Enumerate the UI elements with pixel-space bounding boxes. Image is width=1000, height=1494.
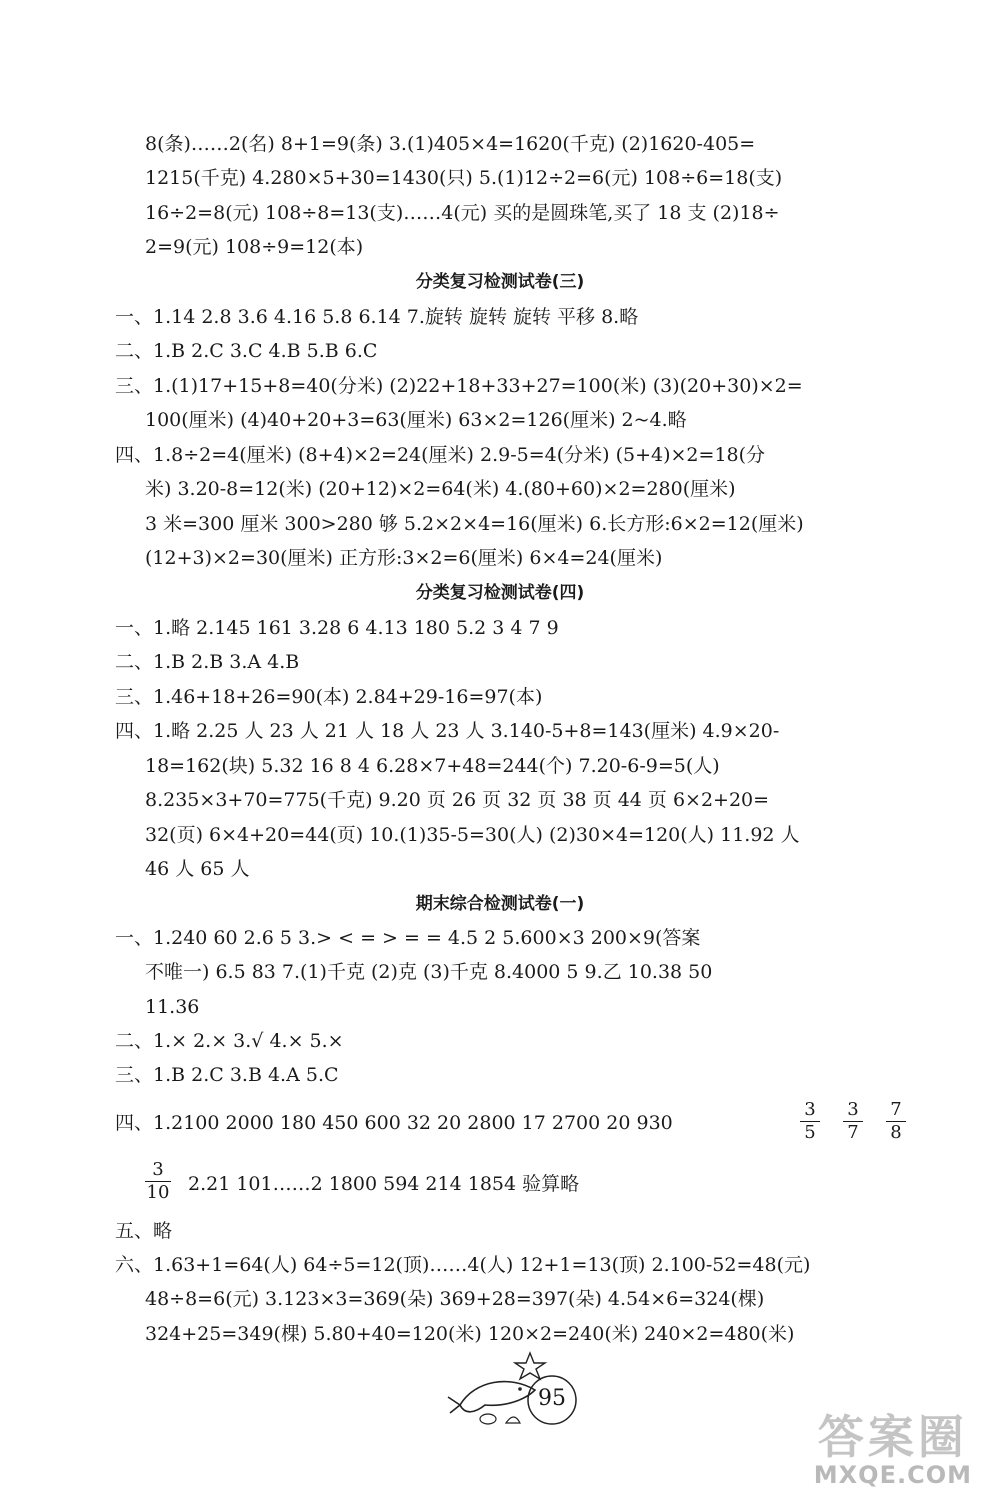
fraction bbox=[843, 1100, 863, 1143]
text-line: 3 米=300 厘米 300>280 够 5.2×2×4=16(厘米) 6.长方形:6×2=12(厘米) bbox=[145, 513, 804, 535]
page-number: 95 bbox=[538, 1386, 566, 1411]
star-icon bbox=[515, 1353, 545, 1379]
section-title: 分类复习检测试卷(四) bbox=[415, 583, 585, 603]
watermark-title: 答案圈 bbox=[817, 1410, 968, 1464]
text-line: 米) 3.20-8=12(米) (20+12)×2=64(米) 4.(80+60)×2=280(厘米) bbox=[145, 478, 736, 500]
fraction-numerator: 3 bbox=[152, 1159, 164, 1180]
text-line: 2=9(元) 108÷9=12(本) bbox=[145, 236, 364, 258]
section-title: 分类复习检测试卷(三) bbox=[415, 272, 585, 292]
fraction-numerator: 3 bbox=[847, 1099, 859, 1120]
text-line: 11.36 bbox=[145, 996, 200, 1018]
text-line: 48÷8=6(元) 3.123×3=369(朵) 369+28=397(朵) 4.54×6=324(棵) bbox=[145, 1288, 765, 1310]
text-line: 一、1.14 2.8 3.6 4.16 5.8 6.14 7.旋转 旋转 旋转 平移 8.略 bbox=[115, 306, 639, 328]
text-line: 100(厘米) (4)40+20+3=63(厘米) 63×2=126(厘米) 2~4.略 bbox=[145, 409, 687, 431]
text-line: 8.235×3+70=775(千克) 9.20 页 26 页 32 页 38 页 44 页 6×2+20= bbox=[145, 789, 770, 811]
text-line: 16÷2=8(元) 108÷8=13(支)……4(元) 买的是圆珠笔,买了 18 支 (2)18÷ bbox=[145, 202, 780, 224]
fraction-denominator: 8 bbox=[890, 1122, 902, 1143]
fraction-denominator: 7 bbox=[847, 1122, 859, 1143]
text-line: 二、1.× 2.× 3.√ 4.× 5.× bbox=[115, 1030, 344, 1052]
fraction-denominator: 5 bbox=[804, 1122, 816, 1143]
text-line: 2.21 101……2 1800 594 214 1854 验算略 bbox=[188, 1173, 580, 1195]
text-line: 四、1.2100 2000 180 450 600 32 20 2800 17 2700 20 930 bbox=[115, 1112, 673, 1134]
fraction-numerator: 7 bbox=[890, 1099, 902, 1120]
fraction-denominator: 10 bbox=[146, 1182, 170, 1203]
watermark bbox=[814, 1412, 972, 1488]
text-line: 46 人 65 人 bbox=[145, 858, 250, 880]
shell-icon bbox=[480, 1414, 496, 1424]
watermark-url: MXQE.COM bbox=[813, 1461, 972, 1489]
fraction bbox=[145, 1160, 171, 1203]
text-line: 一、1.240 60 2.6 5 3.> < = > = = 4.5 2 5.600×3 200×9(答案 bbox=[115, 927, 701, 949]
shell-icon bbox=[506, 1417, 520, 1423]
text-line: 一、1.略 2.145 161 3.28 6 4.13 180 5.2 3 4 7 9 bbox=[115, 617, 559, 639]
text-line: 五、略 bbox=[115, 1220, 173, 1242]
fraction bbox=[886, 1100, 906, 1143]
text-line: 三、1.(1)17+15+8=40(分米) (2)22+18+33+27=100(米) (3)(20+30)×2= bbox=[115, 375, 803, 397]
text-line: 四、1.8÷2=4(厘米) (8+4)×2=24(厘米) 2.9-5=4(分米) (5+4)×2=18(分 bbox=[115, 444, 766, 466]
text-line: 8(条)……2(名) 8+1=9(条) 3.(1)405×4=1620(千克) (2)1620-405= bbox=[145, 133, 756, 155]
text-line: 不唯一) 6.5 83 7.(1)千克 (2)克 (3)千克 8.4000 5 9.乙 10.38 50 bbox=[145, 961, 713, 983]
text-line: (12+3)×2=30(厘米) 正方形:3×2=6(厘米) 6×4=24(厘米) bbox=[145, 547, 663, 569]
text-line: 三、1.B 2.C 3.B 4.A 5.C bbox=[115, 1064, 339, 1086]
text-line: 三、1.46+18+26=90(本) 2.84+29-16=97(本) bbox=[115, 686, 543, 708]
fraction bbox=[800, 1100, 820, 1143]
text-line: 四、1.略 2.25 人 23 人 21 人 18 人 23 人 3.140-5+8=143(厘米) 4.9×20- bbox=[115, 720, 780, 742]
fraction-numerator: 3 bbox=[804, 1099, 816, 1120]
text-line: 18=162(块) 5.32 16 8 4 6.28×7+48=244(个) 7.20-6-9=5(人) bbox=[145, 755, 720, 777]
section-title: 期末综合检测试卷(一) bbox=[415, 894, 585, 914]
text-line: 1215(千克) 4.280×5+30=1430(只) 5.(1)12÷2=6(元) 108÷6=18(支) bbox=[145, 167, 783, 189]
dolphin-illustration bbox=[440, 1345, 600, 1430]
text-line: 二、1.B 2.C 3.C 4.B 5.B 6.C bbox=[115, 340, 378, 362]
text-line: 324+25=349(棵) 5.80+40=120(米) 120×2=240(米) 240×2=480(米) bbox=[145, 1323, 795, 1345]
text-line: 二、1.B 2.B 3.A 4.B bbox=[115, 651, 300, 673]
text-line: 32(页) 6×4+20=44(页) 10.(1)35-5=30(人) (2)30×4=120(人) 11.92 人 bbox=[145, 824, 800, 846]
text-line: 六、1.63+1=64(人) 64÷5=12(顶)……4(人) 12+1=13(顶) 2.100-52=48(元) bbox=[115, 1254, 811, 1276]
